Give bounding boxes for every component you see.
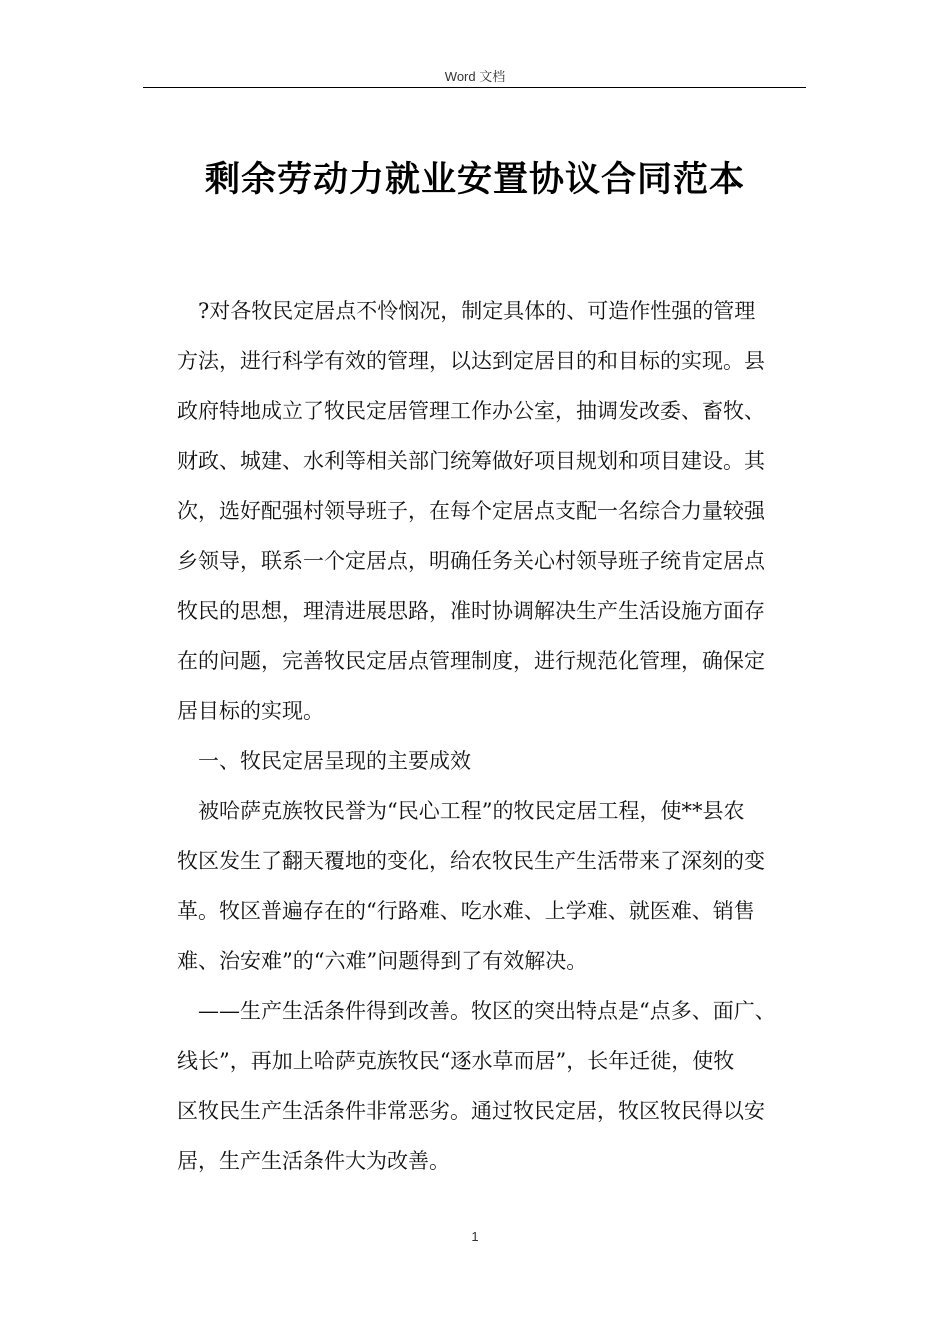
body-text-line: 一、牧民定居呈现的主要成效 [198, 749, 471, 773]
body-text-line: 次，选好配强村领导班子，在每个定居点支配一名综合力量较强 [177, 499, 765, 523]
page-number: 1 [471, 1229, 479, 1244]
body-text-line: 政府特地成立了牧民定居管理工作办公室，抽调发改委、畜牧、 [177, 399, 765, 423]
body-text-line: 区牧民生产生活条件非常恶劣。通过牧民定居，牧区牧民得以安 [177, 1099, 765, 1123]
body-text-line: 方法，进行科学有效的管理，以达到定居目的和目标的实现。县 [177, 349, 765, 373]
header-divider [143, 87, 806, 88]
body-text-line: 难、治安难”的“六难”问题得到了有效解决。 [177, 949, 588, 973]
page-header-label: Word 文档 [444, 69, 506, 84]
body-text-line: 牧民的思想，理清进展思路，准时协调解决生产生活设施方面存 [177, 599, 765, 623]
document-title: 剩余劳动力就业安置协议合同范本 [204, 159, 745, 200]
body-text-line: 牧区发生了翻天覆地的变化，给农牧民生产生活带来了深刻的变 [177, 849, 765, 873]
body-text-line: 在的问题，完善牧民定居点管理制度，进行规范化管理，确保定 [177, 649, 765, 673]
body-text-line: 线长”，再加上哈萨克族牧民“逐水草而居”，长年迁徙，使牧 [177, 1049, 735, 1073]
body-text-line: ?对各牧民定居点不怜悯况，制定具体的、可造作性强的管理 [198, 299, 756, 323]
body-text-line: ——生产生活条件得到改善。牧区的突出特点是“点多、面广、 [198, 999, 776, 1023]
body-text-line: 居目标的实现。 [177, 699, 324, 723]
body-text-line: 革。牧区普遍存在的“行路难、吃水难、上学难、就医难、销售 [177, 899, 755, 923]
body-text-line: 居，生产生活条件大为改善。 [177, 1149, 450, 1173]
body-text-line: 被哈萨克族牧民誉为“民心工程”的牧民定居工程，使**县农 [198, 799, 745, 823]
document-body [177, 286, 807, 1186]
body-text-line: 财政、城建、水利等相关部门统筹做好项目规划和项目建设。其 [177, 449, 765, 473]
body-text-line: 乡领导，联系一个定居点，明确任务关心村领导班子统肯定居点 [177, 549, 765, 573]
